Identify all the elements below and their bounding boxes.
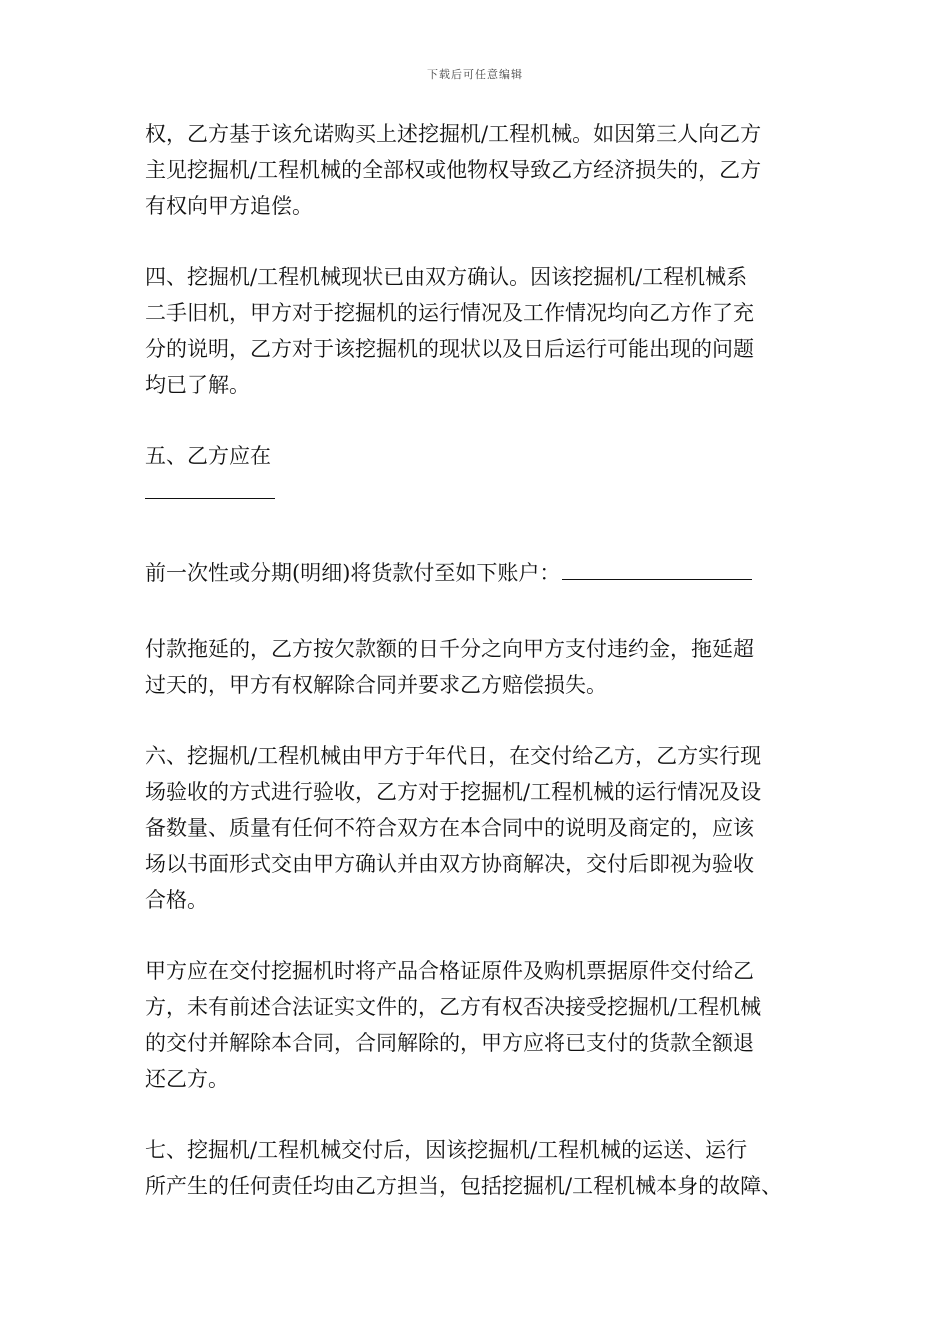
text-line: 五、乙方应在 (145, 444, 271, 468)
text-line: 二手旧机，甲方对于挖掘机的运行情况及工作情况均向乙方作了充 (145, 301, 754, 325)
paragraph-clause-7 (145, 1132, 835, 1204)
text-line: 付款拖延的，乙方按欠款额的日千分之向甲方支付违约金，拖延超 (145, 637, 754, 661)
text-line (145, 555, 835, 591)
text-line: 权，乙方基于该允诺购买上述挖掘机/工程机械。如因第三人向乙方 (145, 122, 762, 146)
payment-date-blank-row (145, 474, 835, 510)
text-line: 有权向甲方追偿。 (145, 194, 313, 218)
text-line: 合格。 (145, 888, 208, 912)
payment-date-blank (145, 476, 275, 499)
paragraph-payment-account (145, 555, 835, 591)
payment-account-label: 前一次性或分期(明细)将货款付至如下账户： (145, 561, 561, 585)
text-line: 四、挖掘机/工程机械现状已由双方确认。因该挖掘机/工程机械系 (145, 265, 748, 289)
text-line: 所产生的任何责任均由乙方担当，包括挖掘机/工程机械本身的故障、 (145, 1174, 783, 1198)
text-line: 的交付并解除本合同，合同解除的，甲方应将已支付的货款全额退 (145, 1031, 754, 1055)
text-line: 七、挖掘机/工程机械交付后，因该挖掘机/工程机械的运送、运行 (145, 1138, 748, 1162)
text-line: 过天的，甲方有权解除合同并要求乙方赔偿损失。 (145, 673, 607, 697)
text-line: 六、挖掘机/工程机械由甲方于年代日，在交付给乙方，乙方实行现 (145, 744, 762, 768)
paragraph-late-payment (145, 631, 835, 703)
text-line: 分的说明，乙方对于该挖掘机的现状以及日后运行可能出现的问题 (145, 337, 754, 361)
page-header: 下载后可任意编辑 (427, 68, 523, 81)
account-blank (562, 561, 752, 580)
text-line: 主见挖掘机/工程机械的全部权或他物权导致乙方经济损失的，乙方 (145, 158, 762, 182)
text-line: 还乙方。 (145, 1067, 229, 1091)
document-body (145, 116, 835, 1239)
paragraph-clause-4 (145, 259, 835, 403)
paragraph-warranty-continuation (145, 116, 835, 224)
paragraph-clause-6 (145, 738, 835, 918)
text-line: 备数量、质量有任何不符合双方在本合同中的说明及商定的，应该 (145, 816, 754, 840)
text-line: 场验收的方式进行验收，乙方对于挖掘机/工程机械的运行情况及设 (145, 780, 762, 804)
text-line: 场以书面形式交由甲方确认并由双方协商解决，交付后即视为验收 (145, 852, 754, 876)
text-line: 方，未有前述合法证实文件的，乙方有权否决接受挖掘机/工程机械 (145, 995, 762, 1019)
text-line: 甲方应在交付挖掘机时将产品合格证原件及购机票据原件交付给乙 (145, 959, 754, 983)
paragraph-clause-5 (145, 438, 835, 474)
paragraph-certificates (145, 953, 835, 1097)
text-line: 均已了解。 (145, 373, 250, 397)
